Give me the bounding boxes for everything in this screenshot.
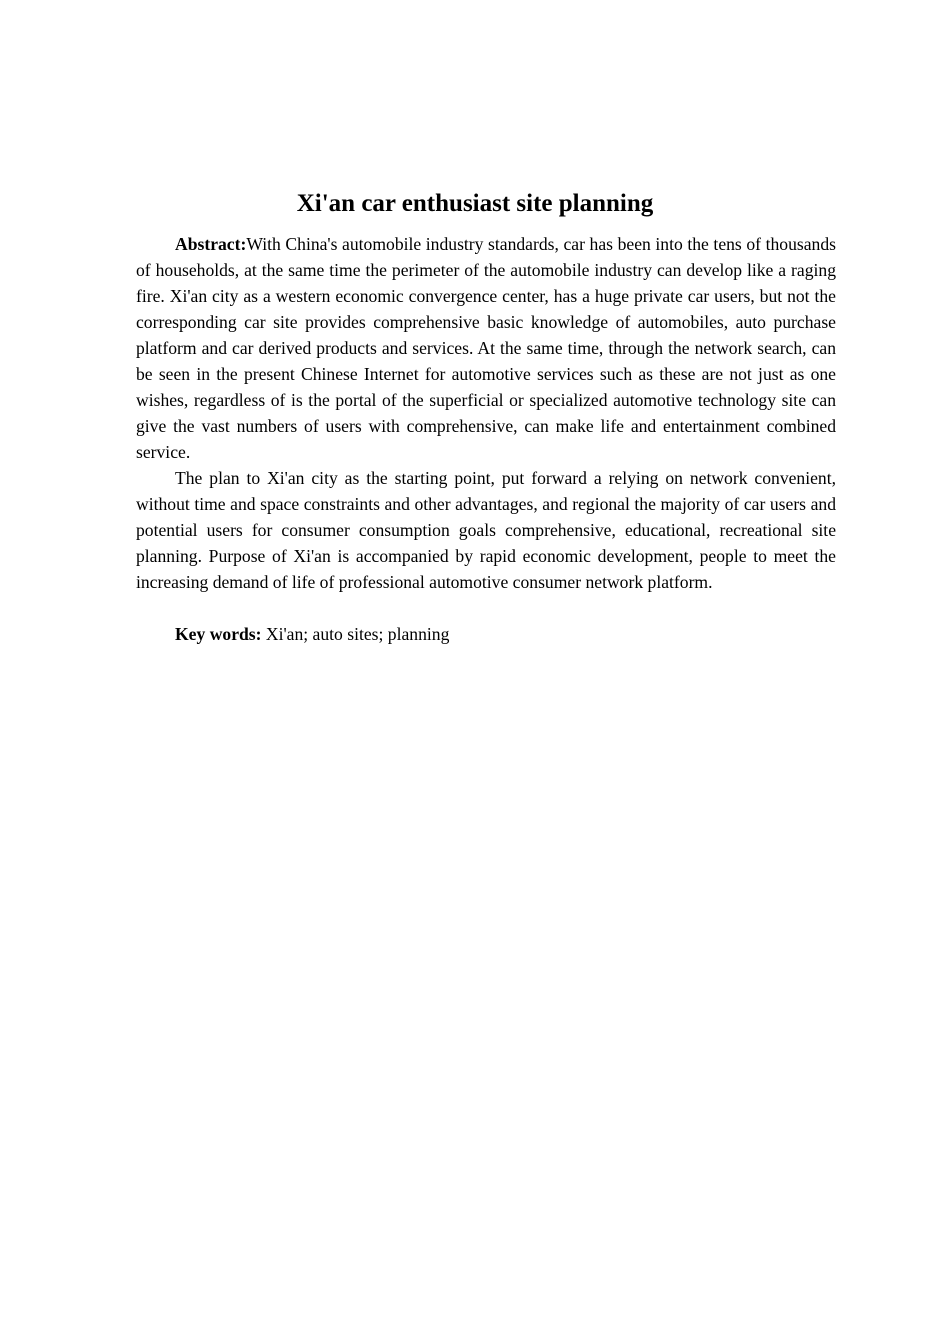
abstract-paragraph [136, 231, 836, 465]
abstract-paragraph-2: The plan to Xi'an city as the starting point, put forward a relying on network convenient, without time and space constraints and other advantages, and regional the majority of car users and potential users for consumer consumption goals comprehensive, educational, recreational site planning. Purpose of Xi'an is accompanied by rapid economic development, people to meet the increasing demand of life of professional automotive consumer network platform. [136, 468, 836, 592]
abstract-text: With China's automobile industry standards, car has been into the tens of thousands of households, at the same time the perimeter of the automobile industry can develop like a raging fire. Xi'an city as a western economic convergence center, has a huge private car users, but not the corresponding car site provides comprehensive basic knowledge of automobiles, auto purchase platform and car derived products and services. At the same time, through the network search, can be seen in the present Chinese Internet for automotive services such as these are not just as one wishes, regardless of is the portal of the superficial or specialized automotive technology site can give the vast numbers of users with comprehensive, can make life and entertainment combined service. [136, 234, 836, 462]
paper-title: Xi'an car enthusiast site planning [296, 190, 654, 217]
keywords-label: Key words: [175, 624, 262, 644]
keywords-text: Xi'an; auto sites; planning [261, 624, 450, 644]
abstract-label: Abstract: [175, 234, 247, 254]
keywords-line [136, 621, 836, 647]
abstract-section [136, 231, 836, 647]
